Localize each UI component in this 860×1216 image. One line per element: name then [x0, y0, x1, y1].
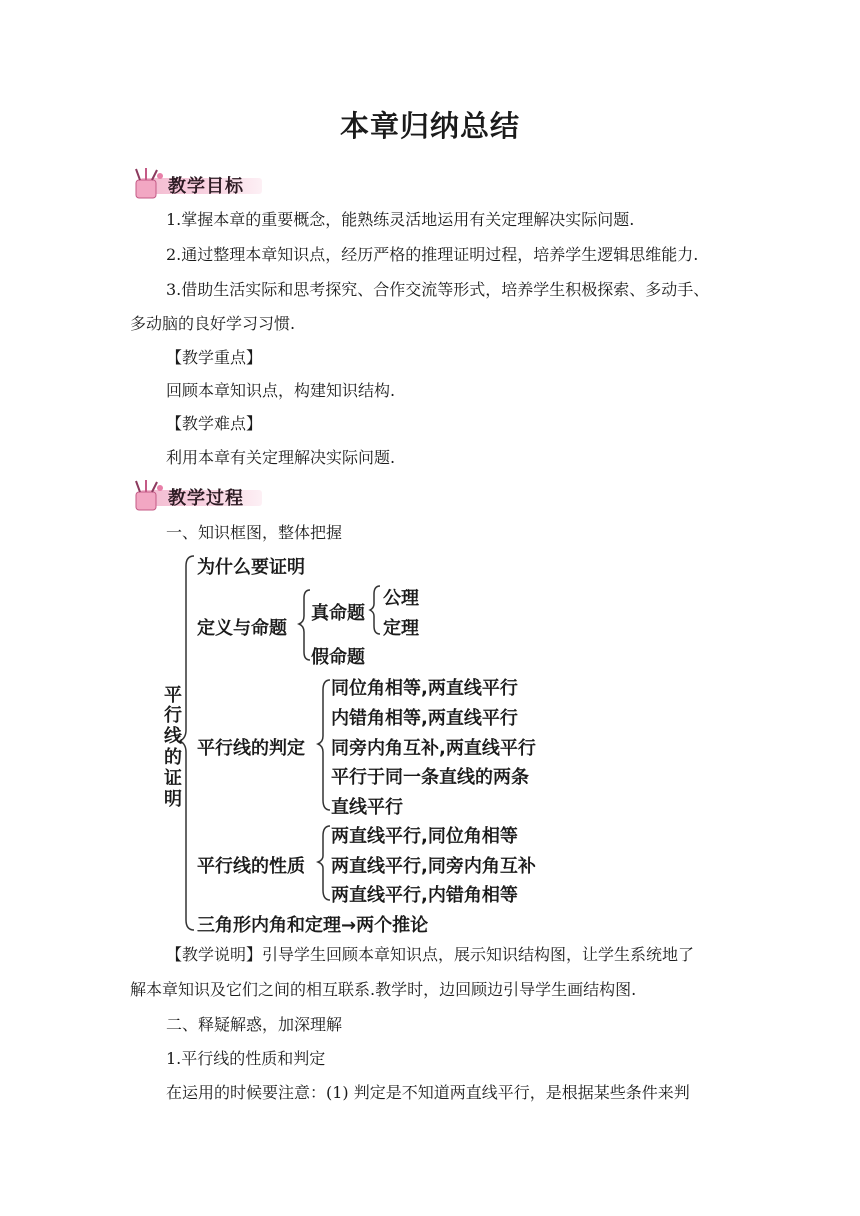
goal-item-3: 3.借助生活实际和思考探究、合作交流等形式，培养学生积极探索、多动手、 — [166, 280, 710, 299]
teaching-note-line1: 【教学说明】引导学生回顾本章知识点，展示知识结构图，让学生系统地了 — [166, 945, 695, 964]
tree-leaf: 直线平行 — [331, 797, 403, 818]
tree-node-definition: 定义与命题 — [197, 618, 287, 639]
section-badge-label: 教学过程 — [168, 488, 244, 509]
tree-leaf: 内错角相等,两直线平行 — [331, 708, 518, 729]
tree-root-char: 线 — [164, 726, 182, 747]
tree-node-axiom: 公理 — [383, 588, 419, 609]
difficulty-label: 【教学难点】 — [166, 414, 263, 433]
tree-root-char: 的 — [164, 747, 182, 768]
tree-node-judgement: 平行线的判定 — [197, 738, 305, 759]
body-text-last: 在运用的时候要注意：(1) 判定是不知道两直线平行，是根据某些条件来判 — [166, 1083, 690, 1102]
tree-node-property: 平行线的性质 — [197, 856, 305, 877]
tree-leaf: 同位角相等,两直线平行 — [331, 678, 518, 699]
tree-node-theorem: 定理 — [383, 618, 419, 639]
goal-item-3-cont: 多动脑的良好学习习惯. — [130, 314, 296, 333]
teaching-note-line2: 解本章知识及它们之间的相互联系.教学时，边回顾边引导学生画结构图. — [130, 980, 637, 999]
tree-leaf: 两直线平行,同位角相等 — [331, 826, 518, 847]
tree-root-char: 证 — [164, 768, 182, 789]
tree-root-char: 平 — [164, 685, 182, 706]
goal-item-1: 1.掌握本章的重要概念，能熟练灵活地运用有关定理解决实际问题. — [166, 210, 635, 229]
tree-leaf: 平行于同一条直线的两条 — [331, 767, 529, 788]
tree-root-char: 明 — [164, 789, 182, 810]
key-point-text: 回顾本章知识点，构建知识结构. — [166, 381, 396, 400]
page-title: 本章归纳总结 — [339, 109, 520, 143]
difficulty-text: 利用本章有关定理解决实际问题. — [166, 448, 396, 467]
goal-item-2: 2.通过整理本章知识点，经历严格的推理证明过程，培养学生逻辑思维能力. — [166, 245, 699, 264]
tree-node-false-prop: 假命题 — [311, 647, 365, 668]
section-badge-label: 教学目标 — [168, 176, 244, 197]
subheading-parallel: 1.平行线的性质和判定 — [166, 1049, 326, 1068]
tree-leaf: 两直线平行,内错角相等 — [331, 885, 518, 906]
tree-leaf: 两直线平行,同旁内角互补 — [331, 856, 536, 877]
tree-root-char: 行 — [164, 705, 182, 726]
heading-clarify: 二、释疑解惑，加深理解 — [166, 1015, 343, 1034]
key-point-label: 【教学重点】 — [166, 348, 263, 367]
tree-leaf: 同旁内角互补,两直线平行 — [331, 738, 536, 759]
heading-knowledge-map: 一、知识框图，整体把握 — [166, 523, 343, 542]
tree-node-triangle: 三角形内角和定理→两个推论 — [197, 915, 429, 936]
tree-node-why: 为什么要证明 — [197, 557, 305, 578]
tree-node-true-prop: 真命题 — [311, 603, 365, 624]
